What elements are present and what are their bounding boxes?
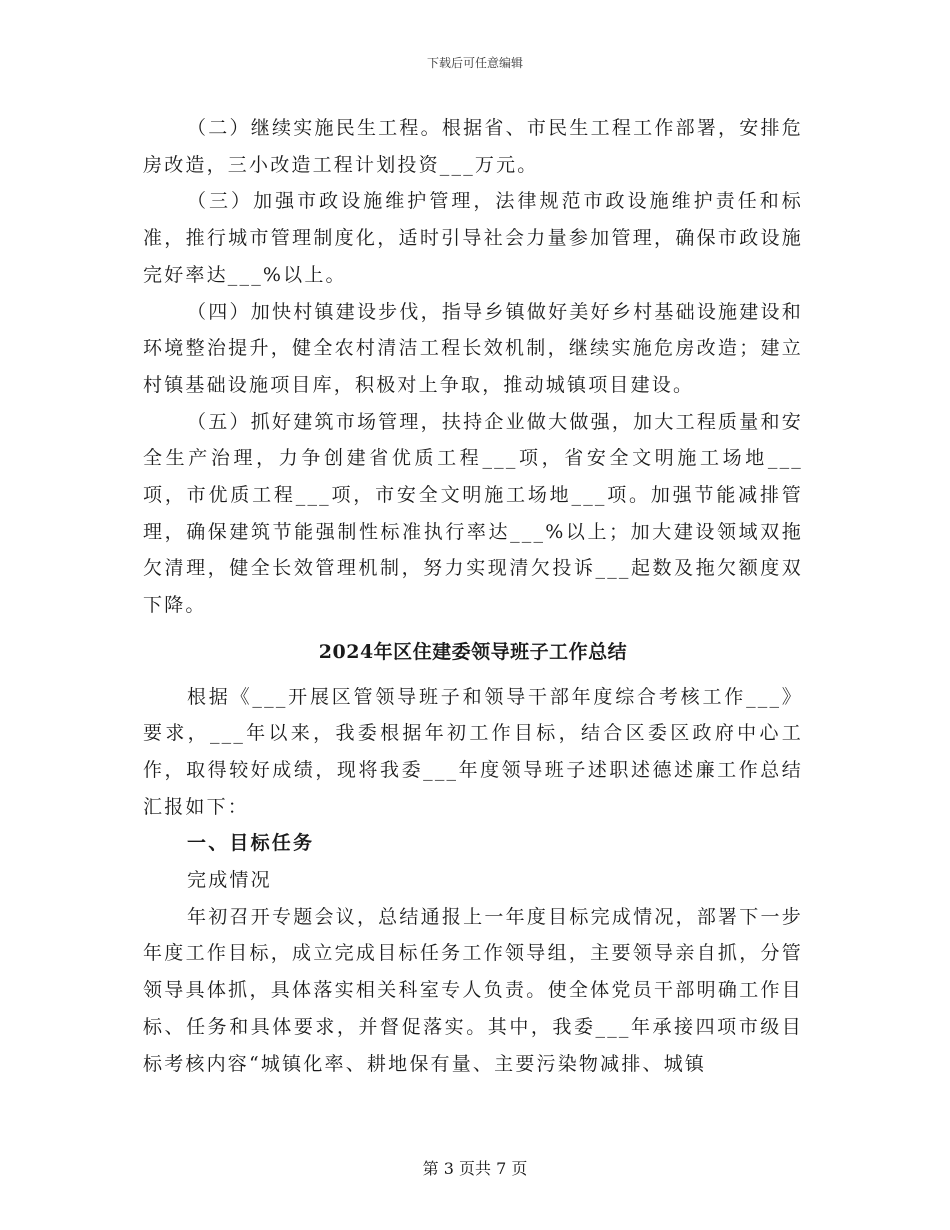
paragraph-construction-market: （五）抓好建筑市场管理，扶持企业做大做强，加大工程质量和安全生产治理，力争创建省优质工程___项，省安全文明施工场地___项，市优质工程___项，市安全文明施工场地___项。加强节能减排管理，确保建筑节能强制性标准执行率达___%以上；加大建设领域双拖欠清理，健全长效管理机制，努力实现清欠投诉___起数及拖欠额度双下降。: [143, 410, 803, 617]
header-note: 下载后可任意编辑: [426, 56, 523, 70]
paragraph-municipal-facilities: （三）加强市政设施维护管理，法律规范市政设施维护责任和标准，推行城市管理制度化，适时引导社会力量参加管理，确保市政设施完好率达___%以上。: [143, 190, 803, 286]
paragraph-people-livelihood: （二）继续实施民生工程。根据省、市民生工程工作部署，安排危房改造，三小改造工程计划投资___万元。: [143, 117, 803, 176]
page-number: 第 3 页共 7 页: [422, 1159, 528, 1178]
section-heading-goals: 一、目标任务: [187, 832, 315, 855]
paragraph-goals-body: 年初召开专题会议，总结通报上一年度目标完成情况，部署下一步年度工作目标，成立完成目标任务工作领导组，主要领导亲自抓，分管领导具体抓，具体落实相关科室专人负责。使全体党员干部明确工作目标、任务和具体要求，并督促落实。其中，我委___年承接四项市级目标考核内容“城镇化率、耕地保有量、主要污染物减排、城镇: [143, 905, 803, 1075]
paragraph-intro: 根据《___开展区管领导班子和领导干部年度综合考核工作___》要求，___年以来，我委根据年初工作目标，结合区委区政府中心工作，取得较好成绩，现将我委___年度领导班子述职述德述廉工作总结汇报如下：: [143, 685, 803, 818]
subheading-completion: 完成情况: [187, 869, 272, 892]
paragraph-village-construction: （四）加快村镇建设步伐，指导乡镇做好美好乡村基础设施建设和环境整治提升，健全农村清洁工程长效机制，继续实施危房改造；建立村镇基础设施项目库，积极对上争取，推动城镇项目建设。: [143, 300, 803, 396]
document-body: [143, 110, 803, 1082]
document-title: 2024年区住建委领导班子工作总结: [318, 640, 628, 663]
